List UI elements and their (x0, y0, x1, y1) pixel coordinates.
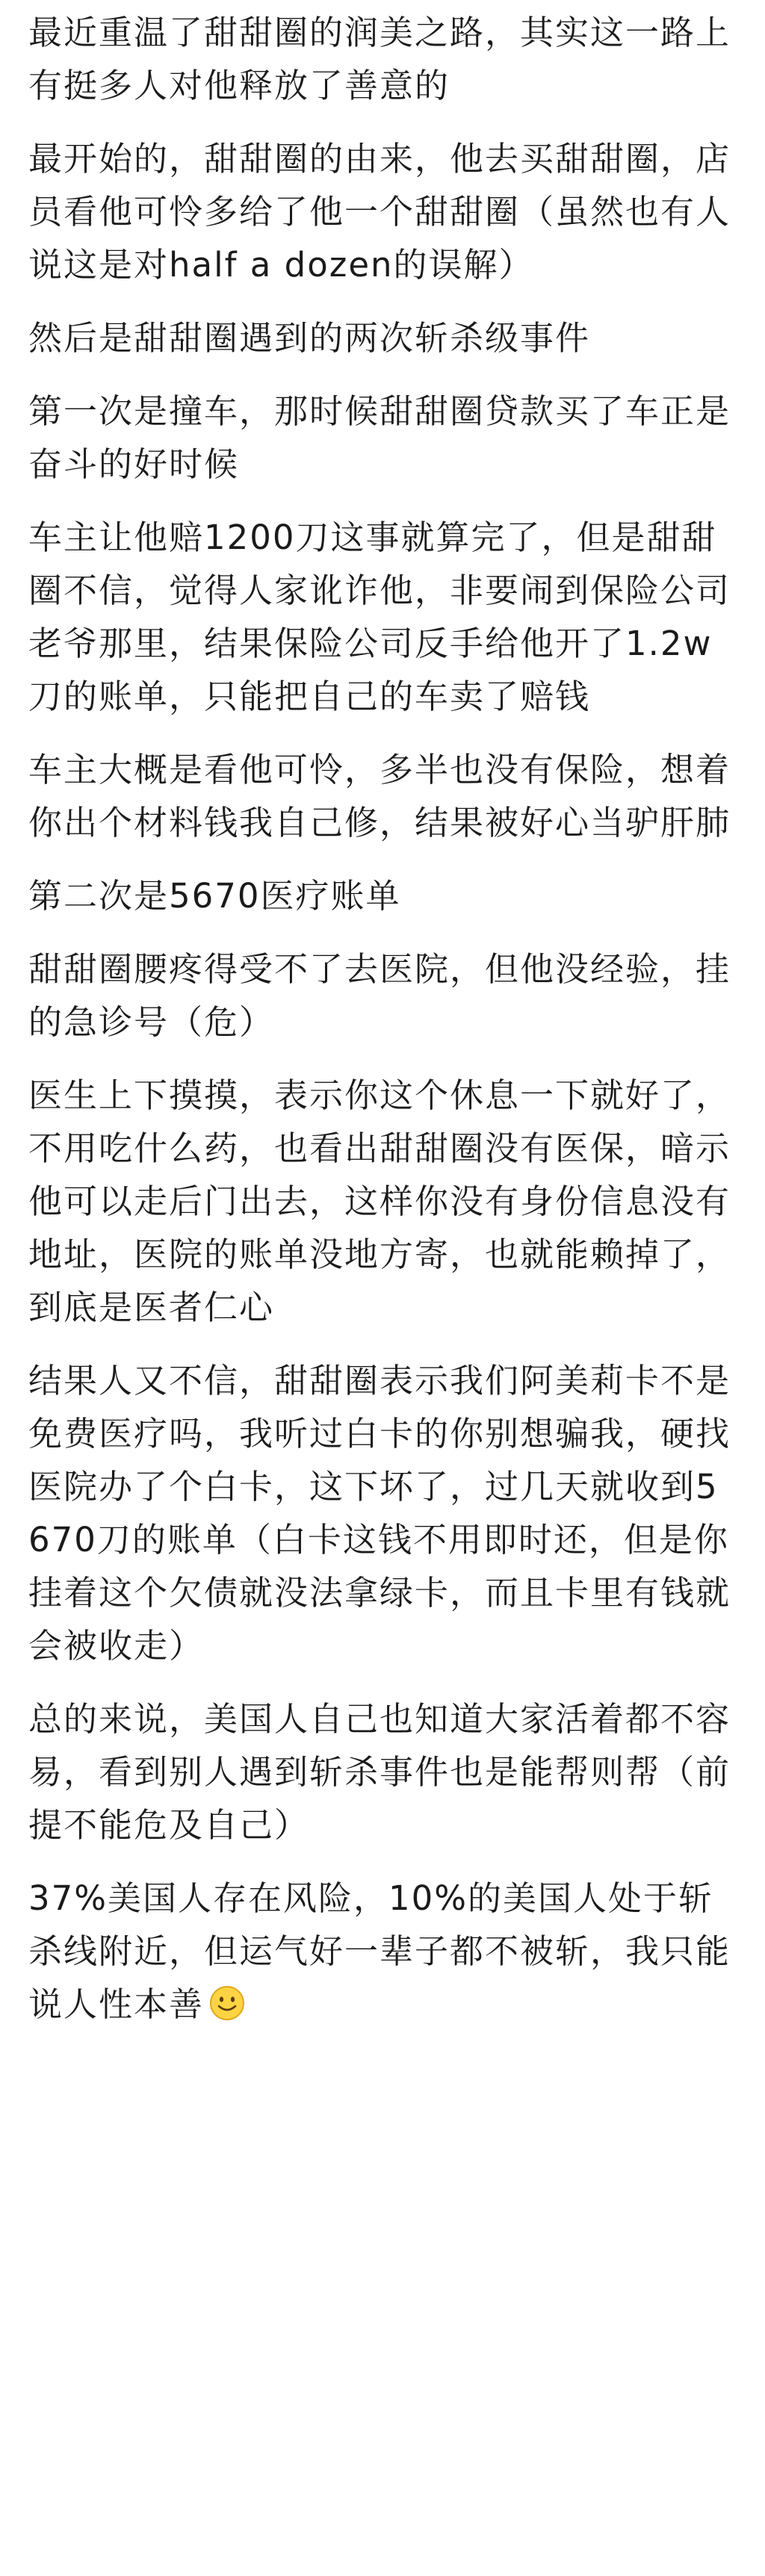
paragraph-text: 37%美国人存在风险，10%的美国人处于斩杀线附近，但运气好一辈子都不被斩，我只能说人性本善 (28, 1878, 731, 2024)
paragraph: 结果人又不信，甜甜圈表示我们阿美莉卡不是免费医疗吗，我听过白卡的你别想骗我，硬找医院办了个白卡，这下坏了，过几天就收到5670刀的账单（白卡这钱不用即时还，但是你挂着这个欠债就没法拿绿卡，而且卡里有钱就会被收走） (28, 1361, 731, 1666)
paragraph: 甜甜圈腰疼得受不了去医院，但他没经验，挂的急诊号（危） (28, 949, 731, 1042)
paragraph: 第二次是5670医疗账单 (28, 876, 401, 916)
paragraph: 医生上下摸摸，表示你这个休息一下就好了，不用吃什么药，也看出甜甜圈没有医保，暗示他可以走后门出去，这样你没有身份信息没有地址，医院的账单没地方寄，也就能赖掉了，到底是医者仁心 (28, 1076, 731, 1327)
paragraph: 第一次是撞车，那时候甜甜圈贷款买了车正是奋斗的好时候 (28, 391, 731, 484)
paragraph: 最开始的，甜甜圈的由来，他去买甜甜圈，店员看他可怜多给了他一个甜甜圈（虽然也有人说这是对half a dozen的误解） (28, 139, 731, 285)
paragraph: 总的来说，美国人自己也知道大家活着都不容易，看到别人遇到斩杀事件也是能帮则帮（前提不能危及自己） (28, 1699, 731, 1845)
paragraph: 车主让他赔1200刀这事就算完了，但是甜甜圈不信，觉得人家讹诈他，非要闹到保险公司老爷那里，结果保险公司反手给他开了1.2w刀的账单，只能把自己的车卖了赔钱 (28, 518, 731, 716)
paragraph: 车主大概是看他可怜，多半也没有保险，想着你出个材料钱我自己修，结果被好心当驴肝肺 (28, 750, 731, 842)
last-paragraph (28, 1872, 737, 2031)
paragraph: 然后是甜甜圈遇到的两次斩杀级事件 (28, 318, 591, 358)
slightly-smiling-face-icon (208, 1984, 246, 2022)
paragraph: 最近重温了甜甜圈的润美之路，其实这一路上有挺多人对他释放了善意的 (28, 13, 731, 105)
